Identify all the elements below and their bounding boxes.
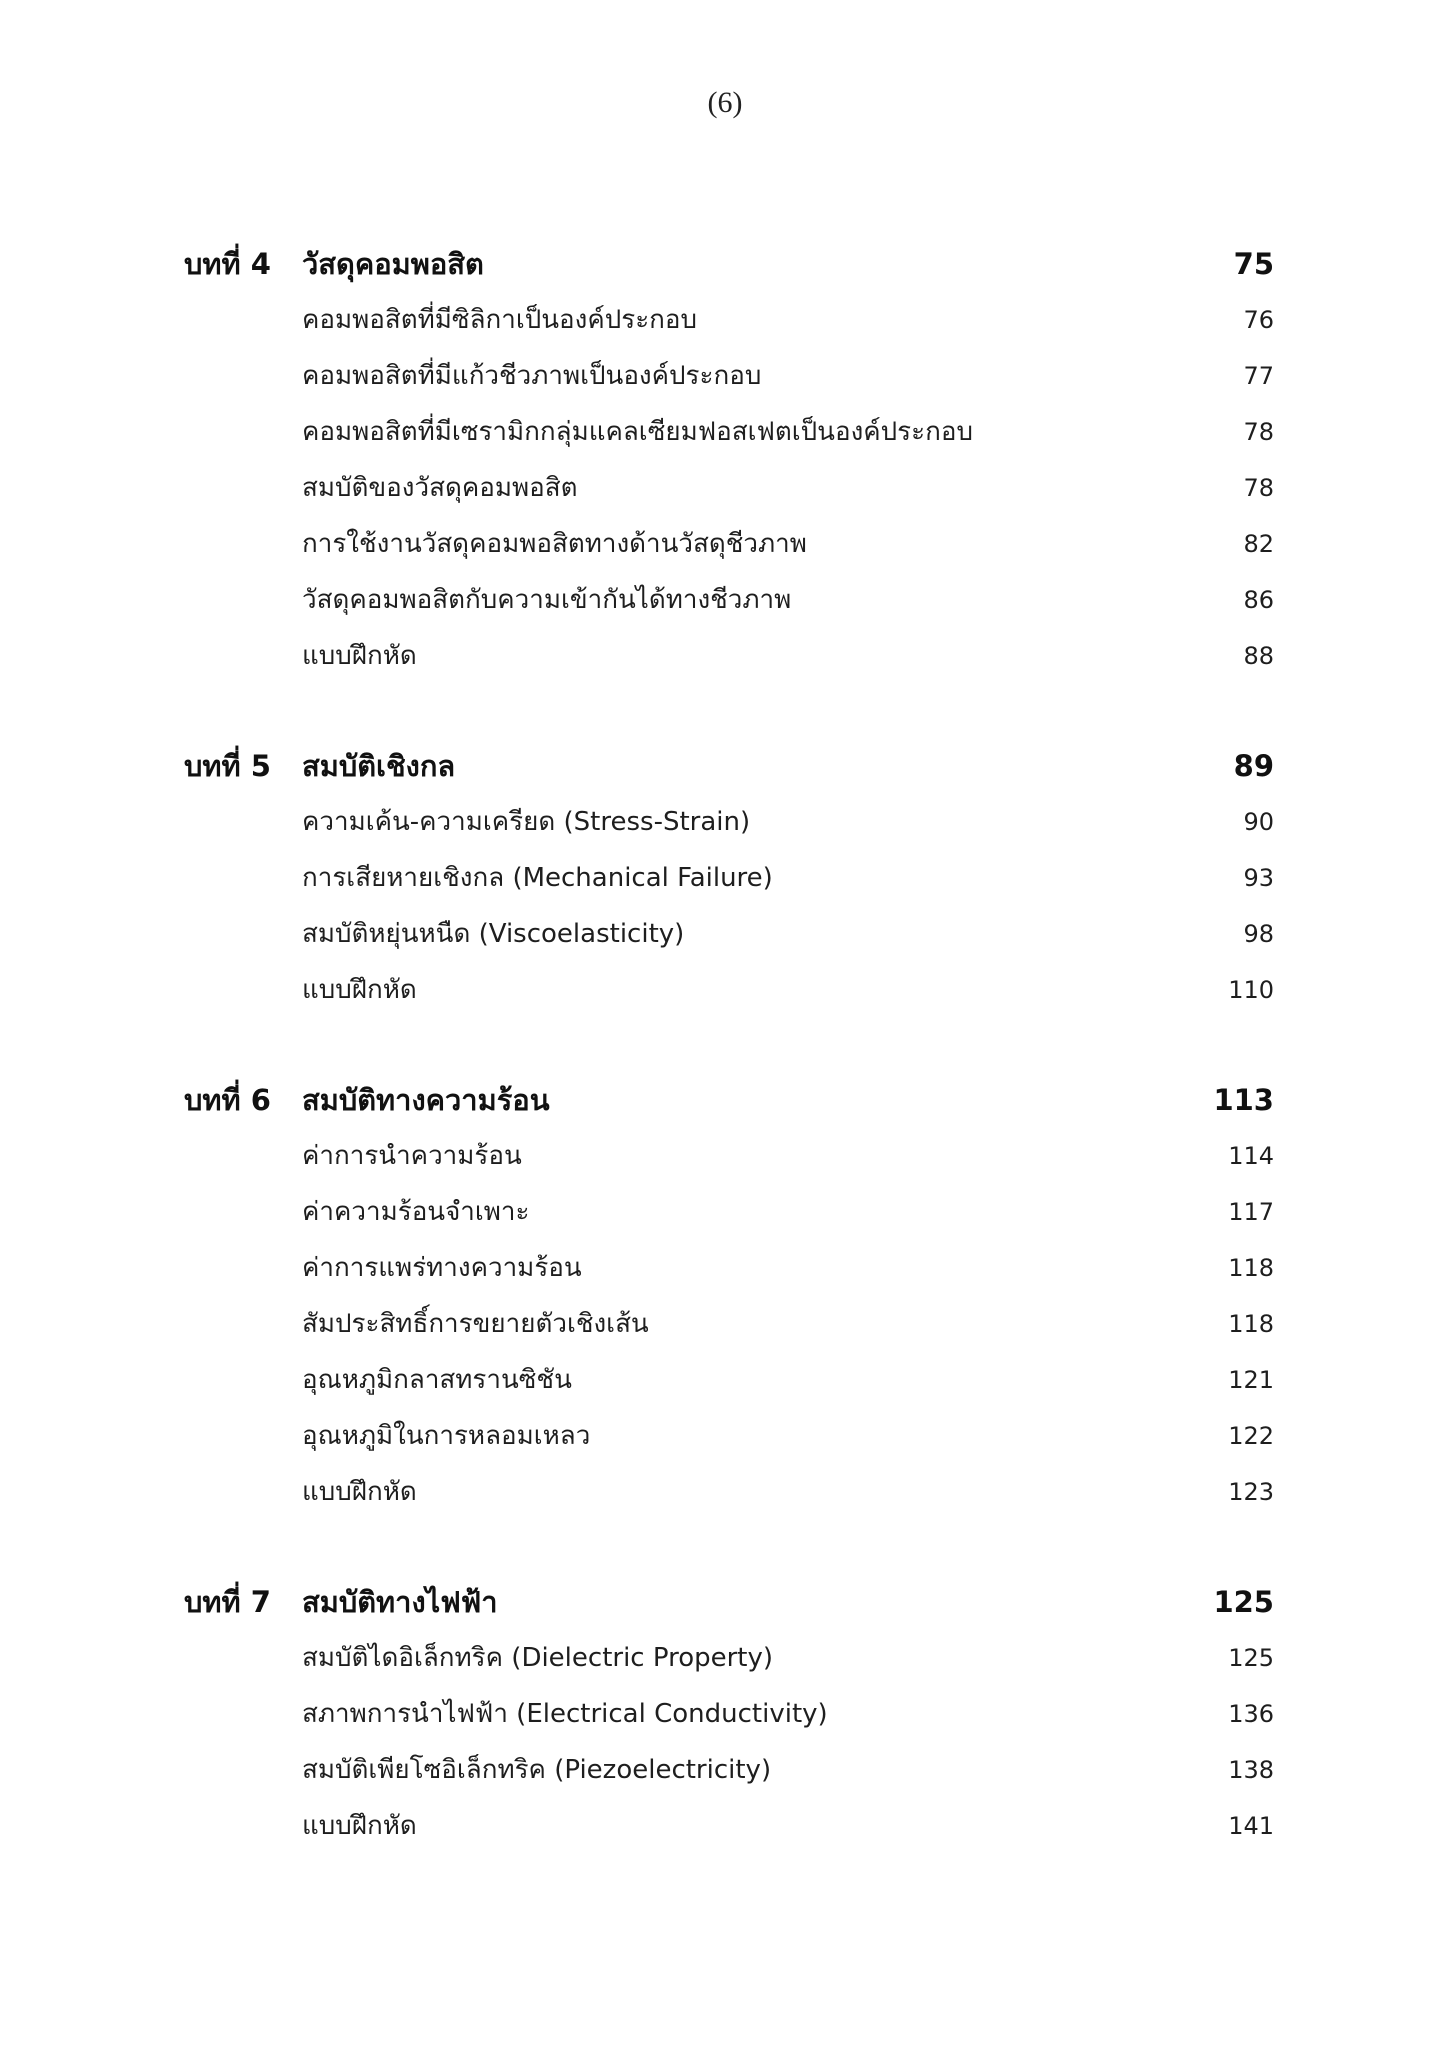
entry-title: ความเค้น-ความเครียด (Stress-Strain) <box>302 807 751 837</box>
page-number: (6) <box>707 86 743 119</box>
toc-entry[interactable] <box>184 460 1274 516</box>
chapter-5 <box>184 738 1274 1018</box>
toc-entry[interactable] <box>184 1128 1274 1184</box>
entry-page-number: 118 <box>1228 1310 1274 1338</box>
entry-title: สมบัติเพียโซอิเล็กทริค (Piezoelectricity) <box>302 1755 772 1785</box>
toc-entry[interactable] <box>184 404 1274 460</box>
chapter-label: บทที่ 6 <box>184 1083 271 1117</box>
entry-page-number: 110 <box>1228 976 1274 1004</box>
chapter-heading[interactable] <box>184 236 1274 292</box>
toc-entry[interactable] <box>184 1464 1274 1520</box>
toc-entry[interactable] <box>184 1184 1274 1240</box>
entry-page-number: 78 <box>1243 418 1274 446</box>
entry-page-number: 136 <box>1228 1700 1274 1728</box>
toc-entry[interactable] <box>184 1798 1274 1854</box>
entry-page-number: 98 <box>1243 920 1274 948</box>
toc-entry[interactable] <box>184 1742 1274 1798</box>
chapter-4 <box>184 236 1274 684</box>
entry-page-number: 76 <box>1243 306 1274 334</box>
entry-title: ค่าการแพร่ทางความร้อน <box>302 1253 582 1283</box>
entry-title: แบบฝึกหัด <box>302 975 417 1005</box>
toc-entry[interactable] <box>184 906 1274 962</box>
entry-title: คอมพอสิตที่มีซิลิกาเป็นองค์ประกอบ <box>302 305 698 335</box>
chapter-title: สมบัติทางไฟฟ้า <box>302 1585 498 1619</box>
chapter-label: บทที่ 7 <box>184 1585 271 1619</box>
chapter-6 <box>184 1072 1274 1520</box>
entry-title: สมบัติไดอิเล็กทริค (Dielectric Property) <box>302 1643 774 1673</box>
toc-entry[interactable] <box>184 850 1274 906</box>
entry-title: สัมประสิทธิ์การขยายตัวเชิงเส้น <box>302 1309 649 1339</box>
chapter-heading[interactable] <box>184 1072 1274 1128</box>
entry-title: วัสดุคอมพอสิตกับความเข้ากันได้ทางชีวภาพ <box>302 585 792 615</box>
chapter-7 <box>184 1574 1274 1854</box>
entry-title: สภาพการนำไฟฟ้า (Electrical Conductivity) <box>302 1699 828 1729</box>
toc-entry[interactable] <box>184 516 1274 572</box>
entry-page-number: 117 <box>1228 1198 1274 1226</box>
toc-entry[interactable] <box>184 794 1274 850</box>
chapter-page-number: 75 <box>1233 247 1274 281</box>
chapter-page-number: 89 <box>1233 749 1274 783</box>
chapter-heading[interactable] <box>184 738 1274 794</box>
entry-page-number: 125 <box>1228 1644 1274 1672</box>
entry-title: อุณหภูมิในการหลอมเหลว <box>302 1421 591 1451</box>
entry-title: แบบฝึกหัด <box>302 1811 417 1841</box>
entry-title: ค่าความร้อนจำเพาะ <box>302 1197 530 1227</box>
entry-page-number: 138 <box>1228 1756 1274 1784</box>
entry-title: แบบฝึกหัด <box>302 1477 417 1507</box>
toc-entry[interactable] <box>184 1686 1274 1742</box>
toc-entry[interactable] <box>184 292 1274 348</box>
entry-title: การใช้งานวัสดุคอมพอสิตทางด้านวัสดุชีวภาพ <box>302 529 807 559</box>
entry-page-number: 90 <box>1243 808 1274 836</box>
toc-entry[interactable] <box>184 628 1274 684</box>
toc-entry[interactable] <box>184 348 1274 404</box>
entry-page-number: 141 <box>1228 1812 1274 1840</box>
chapter-page-number: 113 <box>1213 1083 1274 1117</box>
entry-page-number: 114 <box>1228 1142 1274 1170</box>
table-of-contents <box>184 236 1274 1908</box>
toc-entry[interactable] <box>184 1296 1274 1352</box>
entry-page-number: 86 <box>1243 586 1274 614</box>
chapter-label: บทที่ 4 <box>184 247 271 281</box>
toc-entry[interactable] <box>184 1352 1274 1408</box>
entry-page-number: 77 <box>1243 362 1274 390</box>
chapter-label: บทที่ 5 <box>184 749 271 783</box>
chapter-title: สมบัติทางความร้อน <box>302 1083 550 1117</box>
chapter-title: สมบัติเชิงกล <box>302 749 456 783</box>
entry-title: คอมพอสิตที่มีเซรามิกกลุ่มแคลเซียมฟอสเฟตเป็นองค์ประกอบ <box>302 417 973 447</box>
entry-title: คอมพอสิตที่มีแก้วชีวภาพเป็นองค์ประกอบ <box>302 361 762 391</box>
toc-entry[interactable] <box>184 1630 1274 1686</box>
entry-title: ค่าการนำความร้อน <box>302 1141 522 1171</box>
entry-page-number: 88 <box>1243 642 1274 670</box>
entry-title: สมบัติหยุ่นหนืด (Viscoelasticity) <box>302 919 685 949</box>
chapter-heading[interactable] <box>184 1574 1274 1630</box>
entry-page-number: 118 <box>1228 1254 1274 1282</box>
entry-page-number: 123 <box>1228 1478 1274 1506</box>
toc-entry[interactable] <box>184 1240 1274 1296</box>
toc-entry[interactable] <box>184 572 1274 628</box>
entry-title: อุณหภูมิกลาสทรานซิชัน <box>302 1365 572 1395</box>
toc-entry[interactable] <box>184 962 1274 1018</box>
entry-title: สมบัติของวัสดุคอมพอสิต <box>302 473 578 503</box>
toc-entry[interactable] <box>184 1408 1274 1464</box>
entry-page-number: 93 <box>1243 864 1274 892</box>
chapter-title: วัสดุคอมพอสิต <box>302 247 484 281</box>
chapter-page-number: 125 <box>1213 1585 1274 1619</box>
entry-title: การเสียหายเชิงกล (Mechanical Failure) <box>302 863 773 893</box>
entry-page-number: 82 <box>1243 530 1274 558</box>
entry-title: แบบฝึกหัด <box>302 641 417 671</box>
entry-page-number: 122 <box>1228 1422 1274 1450</box>
entry-page-number: 121 <box>1228 1366 1274 1394</box>
entry-page-number: 78 <box>1243 474 1274 502</box>
